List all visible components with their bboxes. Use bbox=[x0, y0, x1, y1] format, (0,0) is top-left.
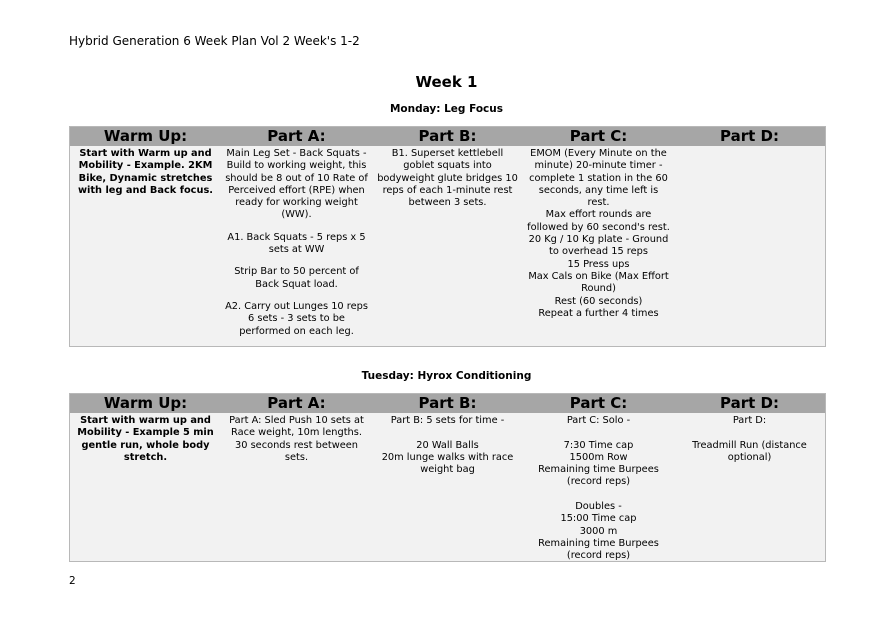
monday-header-part-d: Part D: bbox=[720, 127, 779, 145]
monday-header-warmup: Warm Up: bbox=[103, 127, 188, 145]
monday-part-a-para: Strip Bar to 50 percent of Back Squat load. bbox=[234, 266, 359, 290]
monday-part-a-para: A2. Carry out Lunges 10 reps 6 sets - 3 sets to be performed on each leg. bbox=[225, 300, 368, 337]
document-title: Hybrid Generation 6 Week Plan Vol 2 Week's 1-2 bbox=[69, 34, 360, 48]
tuesday-header-part-b: Part B: bbox=[418, 394, 477, 412]
tuesday-body-row bbox=[70, 413, 825, 563]
tuesday-part-d-cell: Part D: Treadmill Run (distance optional) bbox=[692, 415, 807, 463]
week-heading: Week 1 bbox=[415, 73, 478, 91]
monday-warmup-cell: Start with Warm up and Mobility - Example. 2KM Bike, Dynamic stretches with leg and Back focus. bbox=[77, 148, 214, 196]
monday-heading: Monday: Leg Focus bbox=[389, 103, 503, 115]
tuesday-part-c-cell: Part C: Solo - 7:30 Time cap 1500m Row Remaining time Burpees (record reps) Doubles - 15:00 Time cap 3000 m Remaining time Burpees (record reps) bbox=[538, 415, 659, 562]
tuesday-part-a-cell: Part A: Sled Push 10 sets at Race weight, 10m lengths. 30 seconds rest between sets. bbox=[229, 415, 364, 463]
tuesday-header-part-c: Part C: bbox=[569, 394, 628, 412]
page-number: 2 bbox=[69, 575, 76, 587]
monday-header-row bbox=[70, 127, 825, 146]
tuesday-plan-table bbox=[69, 393, 826, 562]
monday-plan-table bbox=[69, 126, 826, 347]
monday-part-b-cell: B1. Superset kettlebell goblet squats into bodyweight glute bridges 10 reps of each 1-minute rest between 3 sets. bbox=[377, 148, 518, 209]
monday-header-part-b: Part B: bbox=[418, 127, 477, 145]
tuesday-heading: Tuesday: Hyrox Conditioning bbox=[361, 370, 532, 382]
tuesday-part-b-cell: Part B: 5 sets for time - 20 Wall Balls 20m lunge walks with race weight bag bbox=[381, 415, 514, 476]
tuesday-warmup-cell: Start with warm up and Mobility - Example 5 min gentle run, whole body stretch. bbox=[77, 415, 214, 463]
tuesday-header-part-a: Part A: bbox=[267, 394, 326, 412]
tuesday-header-row bbox=[70, 394, 825, 413]
monday-part-c-cell: EMOM (Every Minute on the minute) 20-minute timer - complete 1 station in the 60 seconds, any time left is rest. Max effort rounds are followed by 60 second's rest. 20 Kg / 10 Kg plate - Ground to overhead 15 reps 15 Press ups Max Cals on Bike (Max Effort Round) Rest (60 seconds) Repeat a further 4 times bbox=[527, 148, 670, 319]
monday-part-a-para: Main Leg Set - Back Squats - Build to working weight, this should be 8 out of 10 Rate of Perceived effort (RPE) when ready for working weight (WW). bbox=[225, 148, 368, 221]
monday-part-d-cell bbox=[674, 146, 825, 338]
monday-part-a-para: A1. Back Squats - 5 reps x 5 sets at WW bbox=[227, 231, 366, 256]
monday-part-a-cell bbox=[221, 146, 372, 338]
monday-header-part-c: Part C: bbox=[569, 127, 628, 145]
monday-body-row bbox=[70, 146, 825, 338]
monday-header-part-a: Part A: bbox=[267, 127, 326, 145]
tuesday-header-warmup: Warm Up: bbox=[103, 394, 188, 412]
tuesday-header-part-d: Part D: bbox=[720, 394, 779, 412]
